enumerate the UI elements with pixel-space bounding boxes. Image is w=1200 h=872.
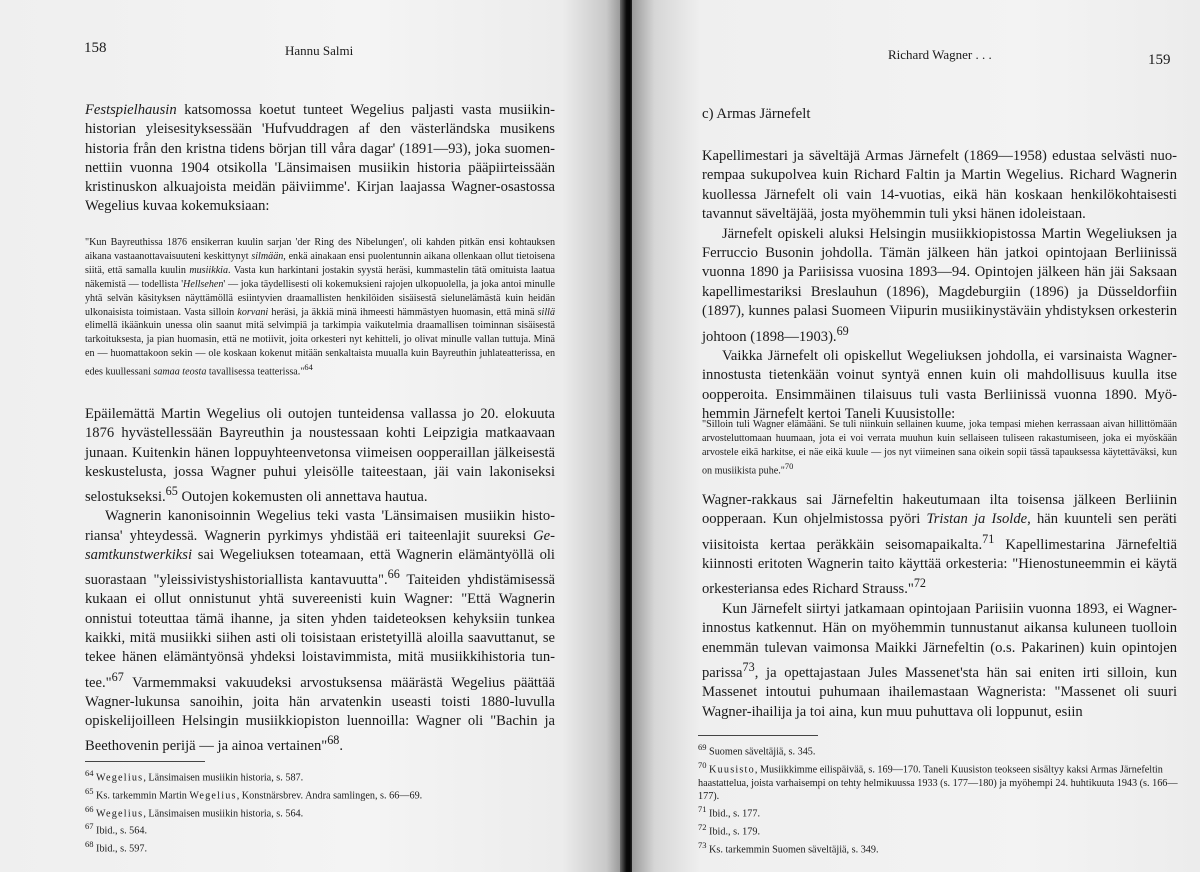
paragraph-text: Varmemmaksi vakuudeksi arvostuksensa määrästä Wegelius päättää Wagner-lukunsa sanoihin, joita hän arvatenkin useasti toisti 1880-luvulla opiskelijoilleen Helsingin musiikkiopiston luennoilla: Wagner oli "Bachin ja Beethovenin perijä — ja ainoa vertainen" <box>85 674 555 755</box>
page-number: 158 <box>84 40 107 56</box>
footnote-text: Ibid., s. 564. <box>96 825 147 837</box>
body-text <box>702 491 1177 722</box>
footnote-ref: 65 <box>165 484 178 499</box>
block-quote <box>85 236 555 379</box>
footnote-ref: 64 <box>304 363 313 373</box>
quote-emphasis: Hellsehen <box>183 278 224 290</box>
paragraph <box>85 101 555 217</box>
footnote-ref: 68 <box>327 733 340 748</box>
italic-term: Festspielhausin <box>85 102 177 118</box>
footnote-author: Kuusisto <box>709 764 755 776</box>
paragraph-text: Kapellimestari ja säveltäjä Armas Järnefelt (1869—1958) edustaa selvästi nuorempaa sukupolvea kuin Richard Faltin ja Martin Wegelius. Richard Wagnerin kuollessa Järnefelt oli vain 14-vuotias, eikä hän koskaan henkilökohtaisesti tavannut säveltäjää, josta myöhemmin tuli yksi hänen idoleistaan. <box>702 148 1177 223</box>
paragraph-text: Kapellimestarina Järnefeltiä kiinnosti eritoten Wagnerin taito käyttää orkesteria: "Hienostuneemmin ei käytä orkesteriansa edes Richard Strauss." <box>702 536 1177 598</box>
footnote-number: 66 <box>85 803 94 814</box>
footnote <box>698 839 1178 857</box>
paragraph-text: Epäilemättä Martin Wegelius oli outojen tunteidensa vallassa jo 20. elokuuta 1876 hyvästellessään Bayreuthin ja noustessaan kohti Leipzigia matkaavaan junaan. Kuitenkin hänen loppuyhteenvetonsa viimeisen oopperaillan jälkeisestä keskustelusta, jossa Wagner puhui yleisölle taiteestaan, jäi vain lakoniseksi selostukseksi. <box>85 406 555 506</box>
quote-text: tavallisessa teatterissa." <box>206 366 305 378</box>
paragraph-text: katsomossa koetut tunteet Wegelius paljasti vasta musiikinhistorian yleisesityksessään 'Hufvuddragen af den västerländska musikens historia från den kristna tidens början till våra dagar' (1891—93), joka suomennettiin vuonna 1904 otsikolla 'Länsimaisen musiikin historia pääpiirteissään kristinuskon alkuajoista meidän päiviimme'. Kirjan laajassa Wagner-osastossa Wegelius kuvaa kokemuksiaan: <box>85 102 555 215</box>
footnote-number: 70 <box>698 759 707 770</box>
running-head: Hannu Salmi <box>285 43 354 58</box>
footnote <box>698 803 1178 821</box>
footnote-ref: 67 <box>111 669 124 684</box>
footnote-text: , Länsimaisen musiikin historia, s. 564. <box>143 807 304 819</box>
footnote-ref: 66 <box>387 567 400 582</box>
footnote-number: 65 <box>85 785 94 796</box>
footnote-number: 69 <box>698 742 707 752</box>
paragraph <box>702 600 1177 722</box>
footnote-text: Ks. tarkemmin Martin <box>96 790 190 802</box>
paragraph-text: Wagnerin kanonisoinnin Wegelius teki vasta 'Länsimaisen musiikin historiansa' yhteydessä. Wagnerin pyrkimys yhdistää eri taiteenlajit suureksi <box>85 508 555 544</box>
paragraph-text: Taiteiden yhdistämisessä kukaan ei ollut onnistunut yhtä suvereenisti kuin Wagner: "Että Wagnerin onnistui toteuttaa tämä ihanne, ja siten yhden taideteoksen kehyksiin tunkea kaikki, mitä musiikki siihen asti oli toisistaan eristetyillä aloilla saavuttanut, se tekee hänen elämäntyönsä yhdeksi loistavimmista, mitä musiikkihistoria tuntee." <box>85 572 555 691</box>
footnote <box>85 838 555 856</box>
italic-title: Tristan ja Isolde <box>926 511 1028 528</box>
footnote-text: , Musiikkimme eilispäivää, s. 169—170. Taneli Kuusiston teokseen sisältyy kaksi Armas Järnefeltin haastattelua, joista varhaisempi on tehty helmikuussa 1933 (s. 177—180) ja myöhempi 24. huhtikuuta 1943 (s. 166—177). <box>698 764 1178 802</box>
footnote <box>85 785 555 803</box>
footnote-text: Ibid., s. 179. <box>709 826 760 838</box>
footnote-text: Ibid., s. 597. <box>96 843 147 855</box>
footnote-ref: 73 <box>742 659 755 674</box>
paragraph-text: . <box>339 738 344 755</box>
footnotes <box>85 767 555 856</box>
quote-emphasis: samaa teosta <box>153 366 207 378</box>
footnote-divider <box>698 735 818 736</box>
footnote-divider <box>85 761 205 762</box>
footnote-text: , Konstnärsbrev. Andra samlingen, s. 66—69. <box>236 790 423 802</box>
section-heading: c) Armas Järnefelt <box>702 106 811 122</box>
footnote-text: Ibid., s. 177. <box>709 808 760 820</box>
footnote-ref: 70 <box>784 461 794 471</box>
footnote <box>698 759 1178 804</box>
page-number: 159 <box>1148 52 1171 68</box>
quote-text: "Kun Bayreuthissa 1876 ensikerran kuulin sarjan 'der Ring des Nibelungen', oli kahden pitkän ensi kohtauksen aikana vastaanottavaisuuteni keskittynyt <box>85 237 555 262</box>
paragraph <box>702 491 1177 600</box>
footnote-number: 72 <box>698 822 707 833</box>
quote-text: , enkä ainakaan ensi puolentunnin aikana ollenkaan ollut tietoisena siitä, että samalla kuulin <box>85 250 555 276</box>
footnote-ref: 72 <box>913 576 926 591</box>
footnote-author: Wegelius <box>96 807 144 819</box>
footnotes <box>698 741 1178 857</box>
running-head: Richard Wagner . . . <box>888 47 992 62</box>
paragraph-text: sai Wegeliuksen toteamaan, että Wagnerin elämäntyöllä oli suorastaan "yleissivistyshistoriallista kantavuutta". <box>85 546 555 589</box>
quote-emphasis: musiikkia <box>189 264 229 276</box>
quote-text: "Silloin tuli Wagner elämääni. Se tuli niinkuin sellainen kuume, joka tempasi miehen kerrassaan aivan hillittömään arvosteluttomaan huumaan, jota ei voi verrata muuhun kuin sellaiseen tuliseen rakastumiseen, joka ei myöskään arvostele eikä harkitse, ei näe eikä kuule — jos nyt viimeinen sana oikein sopii tässä tapauksessa käytettäväksi, kun on musiikista puhe." <box>702 419 1177 477</box>
quote-text: elimellä ikäänkuin unessa olin saanut mitä selvimpiä ja tarkimpia vaikutelmia draamallisen toiminnan sisäisestä tarkoituksesta, ja pian huomasin, että ne motiivit, joita orkesteri nyt kehitteli, jo olivat minulle vallan tuttuja. Minä en — huomattakoon sekin — ole koskaan kokenut mitään senkaltaista muualla kuin Bayreuthin juhlateatterissa, en edes kuullessani <box>85 320 555 378</box>
footnote-number: 67 <box>85 821 94 832</box>
footnote-number: 68 <box>85 839 94 850</box>
paragraph-text: Vaikka Järnefelt oli opiskellut Wegeliuksen johdolla, ei varsinaista Wagnerinnostusta tietenkään voinut syntyä ennen kuin oli mahdollisuus kuulla itse oopperoita. Ensimmäinen tilaisuus tuli vasta Berliinissä vuonna 1890. Myöhemmin Järnefelt kertoi Taneli Kuusistolle: <box>702 347 1177 423</box>
body-text <box>85 405 555 756</box>
footnote-text: Suomen säveltäjiä, s. 345. <box>709 746 816 758</box>
footnote-ref: 69 <box>836 323 849 338</box>
footnote <box>85 820 555 838</box>
footnote <box>698 741 1178 759</box>
right-page <box>632 0 1200 872</box>
paragraph <box>702 225 1177 347</box>
paragraph <box>702 347 1177 425</box>
italic-term: Gesamtkunstwerkiksi <box>85 527 555 563</box>
footnote-text: Ks. tarkemmin Suomen säveltäjiä, s. 349. <box>709 844 879 856</box>
paragraph-text: Wagner-rakkaus sai Järnefeltin hakeutumaan ilta toisensa jälkeen Berliinin oopperaan. Kun ohjelmistossa pyöri <box>702 492 1177 528</box>
paragraph-text: Järnefelt opiskeli aluksi Helsingin musiikkiopistossa Martin Wegeliuksen ja Ferruccio Busonin johdolla. Tämän jälkeen hän jatkoi opintojaan Berliinissä vuonna 1890 ja Pariisissa vuosina 1893—94. Opintojen jälkeen hän jäi Saksaan kapellimestariksi Breslauhun (1896), Magdeburgiin (1896) ja Düsseldorfiin (1897), kunnes palasi Suomeen Viipurin musiikinystäväin yhdistyksen orkesterin johtoon (1898—1903). <box>702 225 1177 345</box>
quote-emphasis: korvani <box>237 306 269 318</box>
body-text <box>702 147 1177 425</box>
paragraph-text: Outojen kokemusten oli annettava hautua. <box>177 489 428 506</box>
quote-text: heräsi, ja äkkiä minä ihmeesti hämmästyen huomasin, että minä <box>268 306 538 318</box>
paragraph-text: , ja opettajastaan Jules Massenet'sta hän sai eniten irti silloin, kun Massenet intoutui puhumaan ihailemastaan Wagnerista: "Massenet oli suuri Wagner-ihailija ja toi aina, kun muu puhuttava oli loppunut, esiin <box>702 664 1177 720</box>
footnote <box>85 803 555 821</box>
quote-text: ' — joka täydellisesti oli kokemuksieni rajojen ulkopuolella, ja joka antoi minulle yhtä selvän käsityksen näyttämöllä esiintyvien draamallisten henkilöiden sisäisestä sielunelämästä kuin heidän ulkonaisista toimistaan. Vasta silloin <box>85 278 555 318</box>
quote-text: . Vasta kun harkintani jostakin syystä heräsi, kummastelin tätä omituista laatua näkemistä — todellista ' <box>85 264 555 290</box>
footnote <box>85 767 555 785</box>
paragraph <box>85 405 555 507</box>
footnote-text: , Länsimaisen musiikin historia, s. 587. <box>143 772 304 784</box>
paragraph-text: Kun Järnefelt siirtyi jatkamaan opintojaan Pariisiin vuonna 1893, ei Wagner-innostus katkennut. Hän on myöhemmin tunnustanut aikansa kuluneen tuolloin enemmän tulevan vaimonsa Maikki Järnefeltin (o.s. Pakarinen) kuin opintojen parissa <box>702 600 1177 681</box>
footnote <box>698 821 1178 839</box>
footnote-author: Wegelius <box>189 790 237 802</box>
quote-emphasis: silmään <box>251 250 284 262</box>
footnote-ref: 71 <box>982 531 995 546</box>
quote-emphasis: sillä <box>537 306 555 318</box>
footnote-number: 73 <box>698 840 707 850</box>
footnote-author: Wegelius <box>96 772 144 784</box>
footnote-number: 71 <box>698 804 707 815</box>
paragraph <box>702 147 1177 225</box>
paragraph-text: , hän kuunteli sen peräti viisitoista kertaa peräkkäin seisomapaikalta. <box>702 511 1177 553</box>
footnote-number: 64 <box>85 768 94 778</box>
paragraph <box>85 507 555 756</box>
block-quote <box>702 418 1177 478</box>
